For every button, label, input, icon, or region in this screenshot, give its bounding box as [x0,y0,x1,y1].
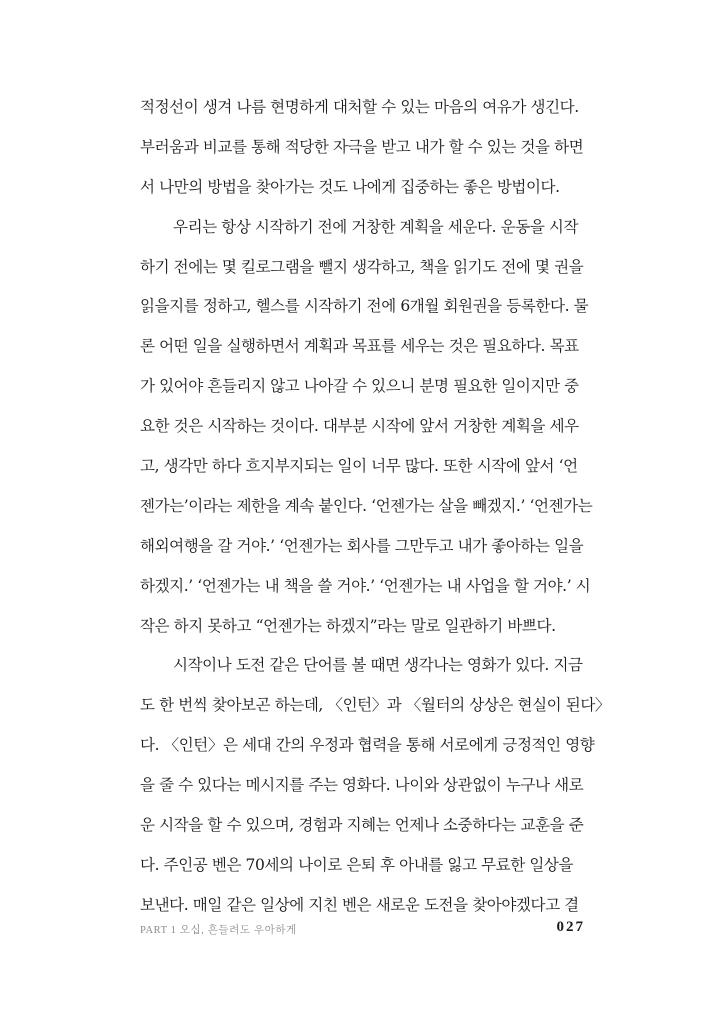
text-line: 읽을지를 정하고, 헬스를 시작하기 전에 6개월 회원권을 등록한다. 물 [140,297,589,316]
text-line: 가 있어야 흔들리지 않고 나아갈 수 있으니 분명 필요한 일이지만 중 [140,377,579,396]
text-line: 부러움과 비교를 통해 적당한 자극을 받고 내가 할 수 있는 것을 하면 [140,137,584,156]
text-line: 다. 〈인턴〉은 세대 간의 우정과 협력을 통해 서로에게 긍정적인 영향 [140,736,595,755]
text-line: 요한 것은 시작하는 것이다. 대부분 시작에 앞서 거창한 계획을 세우 [140,417,579,436]
text-line: 하기 전에는 몇 킬로그램을 뺄지 생각하고, 책을 읽기도 전에 몇 권을 [140,257,584,276]
text-line: 해외여행을 갈 거야.’ ‘언젠가는 회사를 그만두고 내가 좋아하는 일을 [140,536,584,555]
text-line: 젠가는’이라는 제한을 계속 붙인다. ‘언젠가는 살을 빼겠지.’ ‘언젠가는 [140,496,593,515]
text-line: 고, 생각만 하다 흐지부지되는 일이 너무 많다. 또한 시작에 앞서 ‘언 [140,457,578,476]
text-line: 을 줄 수 있다는 메시지를 주는 영화다. 나이와 상관없이 누구나 새로 [140,776,584,795]
page-footer [140,919,585,942]
text-line: 적정선이 생겨 나름 현명하게 대처할 수 있는 마음의 여유가 생긴다. [140,98,579,116]
text-line: 서 나만의 방법을 찾아가는 것도 나에게 집중하는 좋은 방법이다. [140,177,560,196]
text-line: 다. 주인공 벤은 70세의 나이로 은퇴 후 아내를 잃고 무료한 일상을 [140,855,574,874]
paragraph-start-line: 우리는 항상 시작하기 전에 거창한 계획을 세운다. 운동을 시작 [173,217,579,236]
text-line: 하겠지.’ ‘언젠가는 내 책을 쓸 거야.’ ‘언젠가는 내 사업을 할 거야.’ 시 [140,576,591,595]
text-line: 운 시작을 할 수 있으며, 경험과 지혜는 언제나 소중하다는 교훈을 준 [140,816,584,835]
paragraph-start-line: 시작이나 도전 같은 단어를 볼 때면 생각나는 영화가 있다. 지금 [173,656,583,675]
text-line: 보낸다. 매일 같은 일상에 지친 벤은 새로운 도전을 찾아야겠다고 결 [140,895,579,914]
page-number: 027 [556,919,585,935]
text-line: 도 한 번씩 찾아보곤 하는데, 〈인턴〉과 〈월터의 상상은 현실이 된다〉 [140,696,610,715]
text-line: 론 어떤 일을 실행하면서 계획과 목표를 세우는 것은 필요하다. 목표 [140,337,579,356]
text-line: 작은 하지 못하고 “언젠가는 하겠지”라는 말로 일관하기 바쁘다. [140,616,556,635]
running-head: PART 1 오십, 흔들려도 우아하게 [140,925,297,936]
body-text [140,88,610,926]
